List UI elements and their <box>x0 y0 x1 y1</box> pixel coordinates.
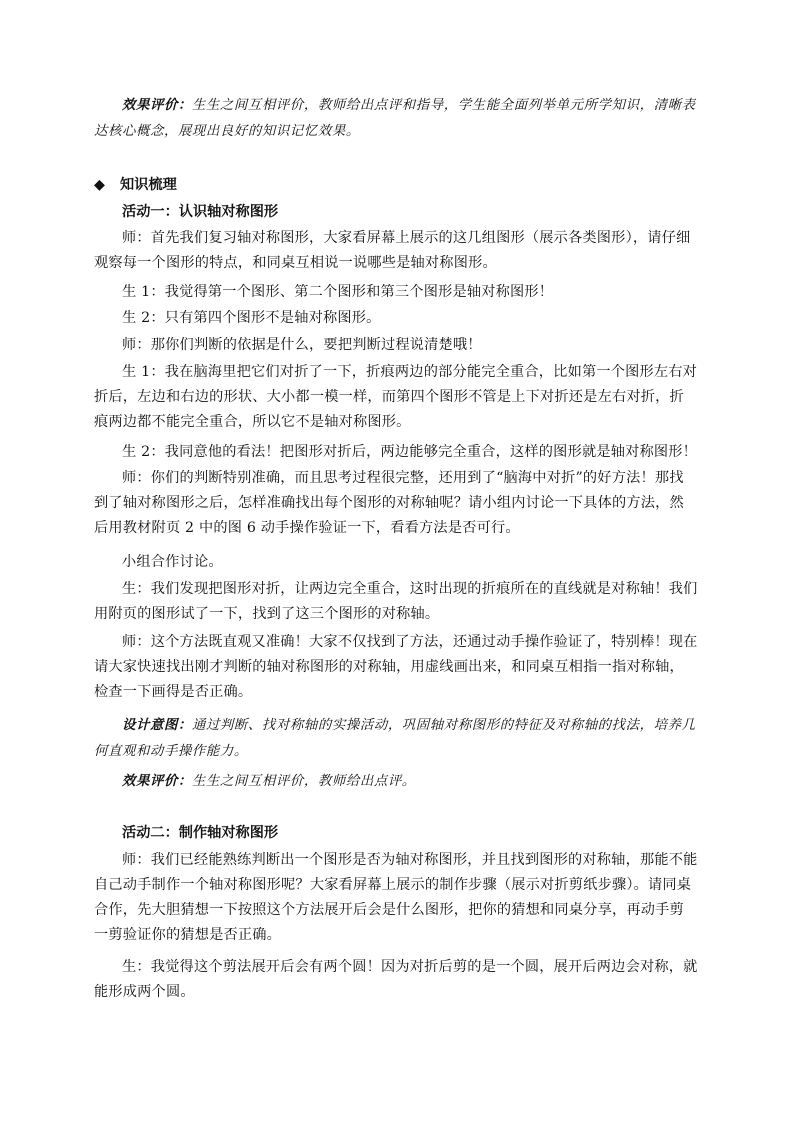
activity1-line-7: 师：你们的判断特别准确，而且思考过程很完整，还用到了“脑海中对折”的好方法！那找到了轴对称图形之后，怎样准确找出每个图形的对称轴呢？请小组内讨论一下具体的方法，然后用教材附页 2 中的图 6 动手操作验证一下，看看方法是否可行。 <box>94 470 684 536</box>
activity1-line-8: 小组合作讨论。 <box>122 554 223 570</box>
top-evaluation-lead: 效果评价： <box>122 97 192 113</box>
activity1-line-4: 师：那你们判断的依据是什么，要把判断过程说清楚哦！ <box>122 337 482 353</box>
activity2-line-2: 生：我觉得这个剪法展开后会有两个圆！因为对折后剪的是一个圆，展开后两边会对称，就能形成两个圆。 <box>94 959 698 1000</box>
activity1-line-2: 生 1：我觉得第一个图形、第二个图形和第三个图形是轴对称图形！ <box>122 284 554 300</box>
activity1-line-3: 生 2：只有第四个图形不是轴对称图形。 <box>122 310 381 326</box>
activity1-line-1: 师：首先我们复习轴对称图形，大家看屏幕上展示的这几组图形（展示各类图形），请仔细观察每一个图形的特点，和同桌互相说一说哪些是轴对称图形。 <box>94 230 691 271</box>
activity1-evaluation-lead: 效果评价： <box>122 773 192 789</box>
design-intent-note <box>94 712 698 765</box>
design-intent-text: 通过判断、找对称轴的实操活动，巩固轴对称图形的特征及对称轴的找法，培养几何直观和动手操作能力。 <box>94 718 696 759</box>
top-evaluation-text: 生生之间互相评价，教师给出点评和指导，学生能全面列举单元所学知识，清晰表达核心概念，展现出良好的知识记忆效果。 <box>94 98 696 139</box>
activity2-title: 活动二：制作轴对称图形 <box>122 825 279 841</box>
activity2-line-1: 师：我们已经能熟练判断出一个图形是否为轴对称图形，并且找到图形的对称轴，那能不能自己动手制作一个轴对称图形呢？大家看屏幕上展示的制作步骤（展示对折剪纸步骤）。请同桌合作，先大胆猜想一下按照这个方法展开后会是什么图形，把你的猜想和同桌分享，再动手剪一剪验证你的猜想是否正确。 <box>94 852 698 943</box>
section-heading <box>94 173 698 197</box>
section-title: 知识梳理 <box>120 177 177 193</box>
activity1-title: 活动一：认识轴对称图形 <box>122 204 279 220</box>
activity1-evaluation-note <box>94 768 698 795</box>
activity1-line-10: 师：这个方法既直观又准确！大家不仅找到了方法，还通过动手操作验证了，特别棒！现在请大家快速找出刚才判断的轴对称图形的对称轴，用虚线画出来，和同桌互相指一指对称轴，检查一下画得是否正确。 <box>94 634 698 700</box>
activity1-line-5: 生 1：我在脑海里把它们对折了一下，折痕两边的部分能完全重合，比如第一个图形左右对折后，左边和右边的形状、大小都一模一样，而第四个图形不管是上下对折还是左右对折，折痕两边都不能完全重合，所以它不是轴对称图形。 <box>94 364 698 430</box>
design-intent-lead: 设计意图： <box>122 717 192 733</box>
diamond-bullet-icon: ◆ <box>94 177 105 193</box>
activity1-line-9: 生：我们发现把图形对折，让两边完全重合，这时出现的折痕所在的直线就是对称轴！我们用附页的图形试了一下，找到了这三个图形的对称轴。 <box>94 581 698 622</box>
activity1-evaluation-text: 生生之间互相评价，教师给出点评。 <box>191 774 416 789</box>
activity1-line-6: 生 2：我同意他的看法！把图形对折后，两边能够完全重合，这样的图形就是轴对称图形！ <box>122 444 698 460</box>
top-evaluation-note <box>94 92 698 145</box>
